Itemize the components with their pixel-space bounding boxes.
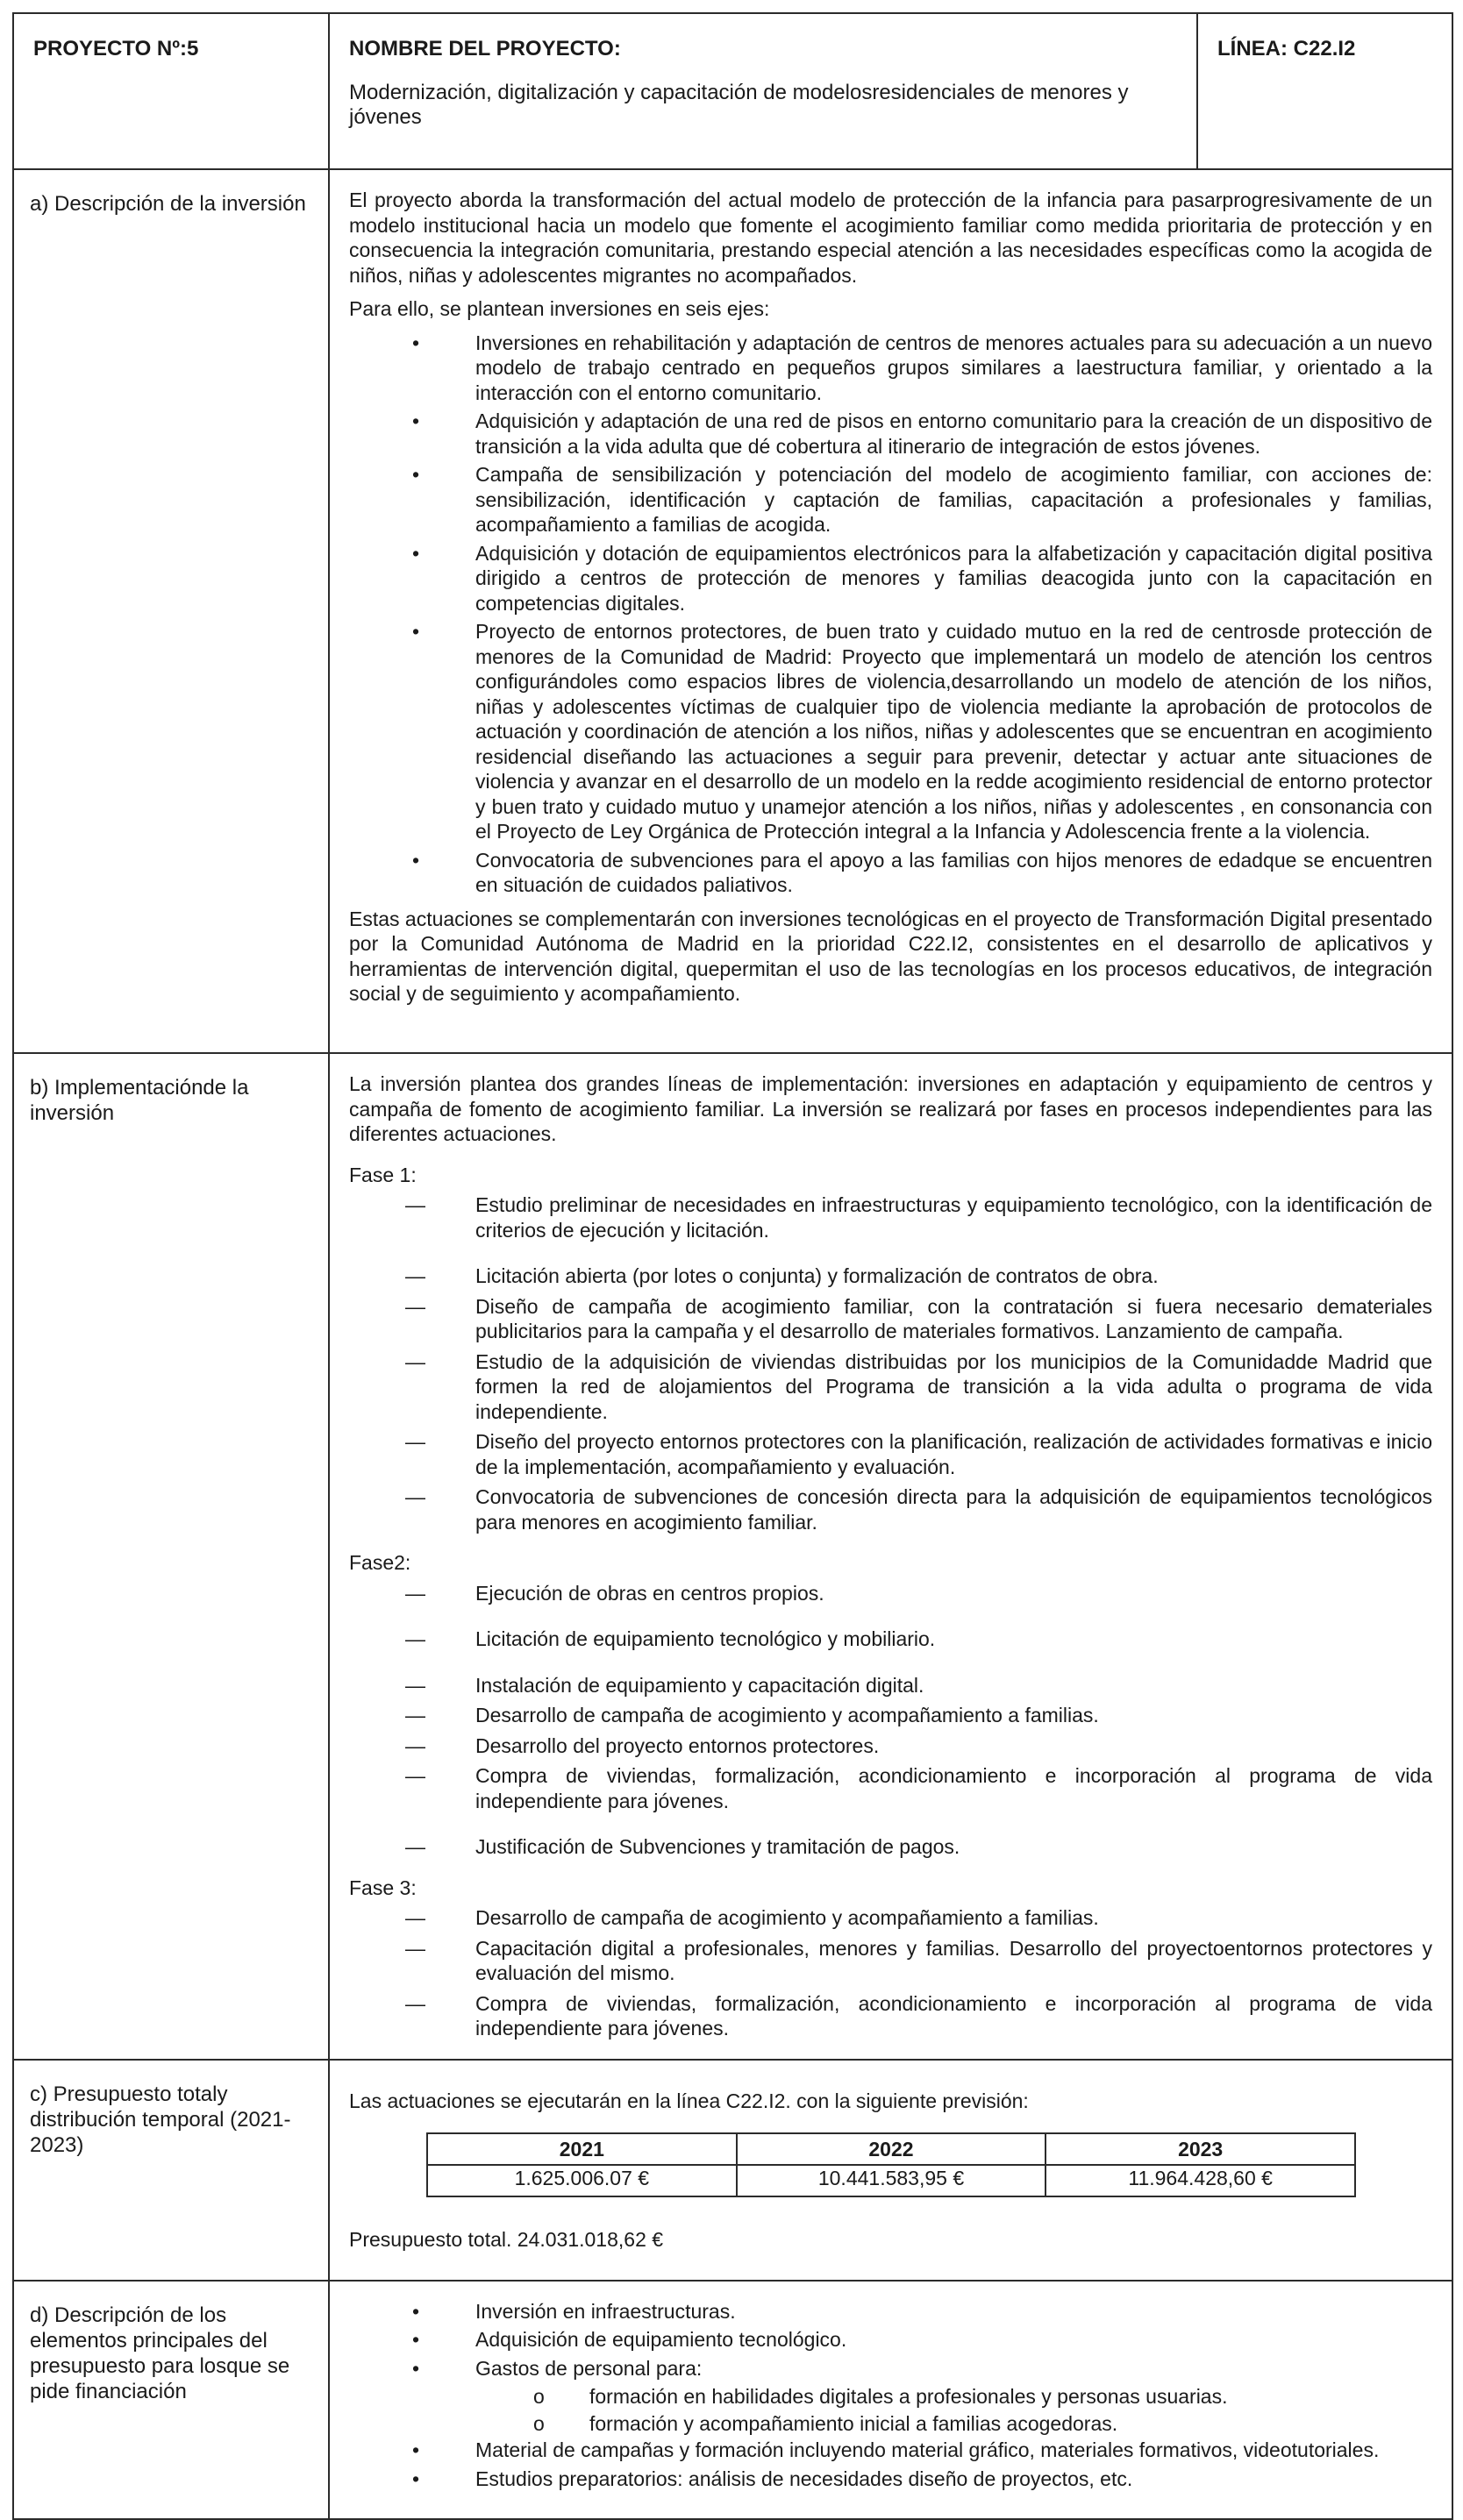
list-item: • Adquisición y adaptación de una red de pisos en entorno comunitario para la creación de un dispositivo de transición a la vida adulta que dé cobertura al itinerario de integración de estos jóvenes. bbox=[412, 409, 1432, 458]
phase-3-title: Fase 3: bbox=[349, 1876, 417, 1899]
dash-icon: — bbox=[405, 1294, 425, 1318]
project-line: LÍNEA: C22.I2 bbox=[1217, 37, 1356, 61]
list-item: — Diseño del proyecto entornos protectores con la planificación, realización de actividades formativas e inicio de la implementación, acompañamiento y evaluación. bbox=[405, 1430, 1432, 1478]
dash-icon: — bbox=[405, 1835, 425, 1858]
list-item: — Capacitación digital a profesionales, menores y familias. Desarrollo del proyectoentornos protectores y evaluación del mismo. bbox=[405, 1936, 1432, 1984]
dash-icon: — bbox=[405, 1764, 425, 1787]
list-item: — Compra de viviendas, formalización, acondicionamiento e incorporación al programa de vida independiente para jóvenes. bbox=[405, 1764, 1432, 1812]
section-a-closing: Estas actuaciones se complementarán con inversiones tecnológicas en el proyecto de Transformación Digital presentado por la Comunidad Autónoma de Madrid en la prioridad C22.I2, consistentes en el desarrollo de aplicativos y herramientas de intervención digital, quepermitan el uso de las tecnologías en los procesos educativos, de integración social y de seguimiento y acompañamiento. bbox=[349, 907, 1433, 1005]
staff-costs-sublist bbox=[349, 2384, 1432, 2436]
dash-icon: — bbox=[405, 1581, 425, 1605]
budget-table bbox=[426, 2132, 1356, 2197]
section-b-content bbox=[329, 1053, 1452, 2060]
dash-icon: — bbox=[405, 1349, 425, 1373]
line-cell bbox=[1197, 13, 1452, 169]
budget-elements-list-cont bbox=[349, 2438, 1432, 2491]
bullet-icon: • bbox=[412, 463, 420, 486]
bullet-icon: • bbox=[412, 2438, 420, 2461]
list-item: • Gastos de personal para: bbox=[412, 2356, 703, 2380]
budget-year: 2023 bbox=[1046, 2133, 1355, 2165]
dash-icon: — bbox=[405, 1906, 425, 1929]
list-item: — Ejecución de obras en centros propios. bbox=[405, 1581, 824, 1605]
circle-bullet-icon: o bbox=[533, 2411, 545, 2435]
list-item: — Convocatoria de subvenciones de concesión directa para la adquisición de equipamientos tecnológicos para menores en acogimiento familiar. bbox=[405, 1485, 1432, 1534]
budget-amount-row bbox=[427, 2165, 1355, 2196]
list-item: • Convocatoria de subvenciones para el apoyo a las familias con hijos menores de edadque se encuentren en situación de cuidados paliativos. bbox=[412, 848, 1432, 896]
project-table bbox=[12, 12, 1453, 2520]
dash-icon: — bbox=[405, 1733, 425, 1757]
bullet-icon: • bbox=[412, 620, 420, 643]
section-c-label: c) Presupuesto totaly distribución temporal (2021- 2023) bbox=[30, 2082, 291, 2157]
budget-total: Presupuesto total. 24.031.018,62 € bbox=[349, 2228, 664, 2251]
project-name-value: Modernización, digitalización y capacitación de modelosresidenciales de menores y jóvenes bbox=[349, 81, 1129, 129]
list-item: o formación en habilidades digitales a profesionales y personas usuarias. bbox=[533, 2385, 1228, 2408]
bullet-icon: • bbox=[412, 2328, 420, 2351]
section-a-row bbox=[13, 169, 1452, 1053]
project-name-label: NOMBRE DEL PROYECTO: bbox=[349, 37, 621, 61]
section-c-content bbox=[329, 2060, 1452, 2281]
list-item: — Compra de viviendas, formalización, acondicionamiento e incorporación al programa de vida independiente para jóvenes. bbox=[405, 1991, 1432, 2039]
dash-icon: — bbox=[405, 1627, 425, 1650]
list-item: • Adquisición y dotación de equipamientos electrónicos para la alfabetización y capacitación digital positiva dirigido a centros de protección de menores y familias deacogida junto con la capacitación en competencias digitales. bbox=[412, 541, 1432, 615]
project-sheet bbox=[12, 12, 1452, 2520]
section-a-intro: El proyecto aborda la transformación del actual modelo de protección de la infancia para pasarprogresivamente de un modelo institucional hacia un modelo que fomente el acogimiento familiar como medida prioritaria de protección y en consecuencia la integración comunitaria, prestando especial atención a las necesidades específicas como la acogida de niños, niñas y adolescentes migrantes no acompañados. bbox=[349, 189, 1432, 287]
list-item: — Licitación de equipamiento tecnológico y mobiliario. bbox=[405, 1627, 936, 1650]
project-number: PROYECTO Nº:5 bbox=[33, 37, 199, 61]
budget-year: 2022 bbox=[737, 2133, 1046, 2165]
list-item: — Desarrollo de campaña de acogimiento y acompañamiento a familias. bbox=[405, 1906, 1099, 1929]
list-item: o formación y acompañamiento inicial a familias acogedoras. bbox=[533, 2411, 1118, 2435]
dash-icon: — bbox=[405, 1936, 425, 1960]
list-item: • Proyecto de entornos protectores, de buen trato y cuidado mutuo en la red de centrosde protección de menores de la Comunidad de Madrid: Proyecto que implementará un modelo de atención los centros configurándoles como espacios libres de violencia,desarrollando un modelo de atención de los niños, niñas y adolescentes víctimas de cualquier tipo de violencia mediante la aprobación de protocolos de actuación y coordinación de atención a los niños, niñas y adolescentes que se encuentran en acogimiento residencial diseñando las actuaciones a seguir para prevenir, detectar y actuar ante situaciones de violencia y avanzar en el desarrollo de un modelo en la redde acogimiento residencial de entorno protector y buen trato y cuidado mutuo y unamejor atención a los niños, niñas y adolescentes , en consonancia con el Proyecto de Ley Orgánica de Protección integral a la Infancia y Adolescencia frente a la violencia. bbox=[412, 620, 1432, 843]
header-row bbox=[13, 13, 1452, 169]
dash-icon: — bbox=[405, 1991, 425, 2015]
bullet-icon: • bbox=[412, 848, 420, 872]
list-item: • Campaña de sensibilización y potenciación del modelo de acogimiento familiar, con acciones de: sensibilización, identificación y captación de familias, capacitación a profesionales y familias, acompañamiento a familias de acogida. bbox=[412, 463, 1432, 536]
list-item: — Estudio preliminar de necesidades en infraestructuras y equipamiento tecnológico, con la identificación de criterios de ejecución y licitación. bbox=[405, 1193, 1432, 1242]
dash-icon: — bbox=[405, 1673, 425, 1697]
phase-1-title: Fase 1: bbox=[349, 1163, 417, 1186]
list-item: • Inversiones en rehabilitación y adaptación de centros de menores actuales para su adecuación a un nuevo modelo de trabajo centrado en pequeños grupos similares a laestructura familiar, y orientado a la interacción con el entorno comunitario. bbox=[412, 331, 1432, 404]
section-a-label: a) Descripción de la inversión bbox=[30, 192, 306, 216]
budget-header-row bbox=[427, 2133, 1355, 2165]
dash-icon: — bbox=[405, 1704, 425, 1726]
budget-year: 2021 bbox=[427, 2133, 737, 2165]
budget-amount: 1.625.006.07 € bbox=[427, 2165, 737, 2196]
dash-icon: — bbox=[405, 1485, 425, 1508]
list-item: • Material de campañas y formación incluyendo material gráfico, materiales formativos, videotutoriales. bbox=[412, 2438, 1380, 2461]
section-d-row bbox=[13, 2281, 1452, 2519]
project-name-cell bbox=[329, 13, 1197, 169]
bullet-icon: • bbox=[412, 2467, 420, 2490]
phase-2-title: Fase2: bbox=[349, 1551, 411, 1574]
project-number-cell bbox=[13, 13, 329, 169]
dash-icon: — bbox=[405, 1430, 425, 1453]
phase-2-list bbox=[349, 1581, 1432, 1860]
section-b-label: b) Implementacióndе la inversión bbox=[30, 1076, 249, 1125]
bullet-icon: • bbox=[412, 409, 420, 432]
section-a-content bbox=[329, 169, 1452, 1053]
list-item: — Desarrollo de campaña de acogimiento y acompañamiento a familias. bbox=[405, 1704, 1099, 1726]
list-item: • Estudios preparatorios: análisis de necesidades diseño de proyectos, etc. bbox=[412, 2467, 1133, 2490]
section-d-content bbox=[329, 2281, 1452, 2519]
budget-amount: 11.964.428,60 € bbox=[1046, 2165, 1355, 2196]
bullet-icon: • bbox=[412, 541, 420, 565]
section-c-intro: Las actuaciones se ejecutarán en la línea C22.I2. con la siguiente previsión: bbox=[349, 2089, 1029, 2112]
dash-icon: — bbox=[405, 1193, 425, 1216]
section-b-intro: La inversión plantea dos grandes líneas de implementación: inversiones en adaptación y equipamiento de centros y campaña de fomento de acogimiento familiar. La inversión se realizará por fases en procesos independientes para las diferentes actuaciones. bbox=[349, 1072, 1432, 1145]
budget-amount: 10.441.583,95 € bbox=[737, 2165, 1046, 2196]
list-item: • Inversión en infraestructuras. bbox=[412, 2299, 736, 2323]
section-c-row bbox=[13, 2060, 1452, 2281]
phase-1-list bbox=[349, 1192, 1432, 1534]
bullet-icon: • bbox=[412, 2356, 420, 2380]
list-item: — Estudio de la adquisición de viviendas distribuidas por los municipios de la Comunidadde Madrid que formen la red de alojamientos del Programa de transición a la vida adulta o programa de vida independiente. bbox=[405, 1349, 1432, 1423]
section-a-lead: Para ello, se plantean inversiones en seis ejes: bbox=[349, 297, 770, 320]
list-item: — Licitación abierta (por lotes o conjunta) y formalización de contratos de obra. bbox=[405, 1264, 1159, 1287]
budget-elements-list bbox=[349, 2299, 1432, 2381]
bullet-icon: • bbox=[412, 2299, 420, 2323]
list-item: — Desarrollo del proyecto entornos protectores. bbox=[405, 1733, 880, 1757]
phase-3-list bbox=[349, 1905, 1432, 2041]
list-item: • Adquisición de equipamiento tecnológico. bbox=[412, 2328, 847, 2351]
section-d-label: d) Descripción de los elementos principales del presupuesto para losque se pide financiación bbox=[30, 2303, 290, 2403]
section-b-row bbox=[13, 1053, 1452, 2060]
dash-icon: — bbox=[405, 1264, 425, 1287]
list-item: — Diseño de campaña de acogimiento familiar, con la contratación si fuera necesario demateriales publicitarios para la campaña y el desarrollo de materiales formativos. Lanzamiento de campaña. bbox=[405, 1294, 1432, 1342]
circle-bullet-icon: o bbox=[533, 2385, 545, 2408]
bullet-icon: • bbox=[412, 331, 420, 354]
list-item: — Instalación de equipamiento y capacitación digital. bbox=[405, 1673, 924, 1697]
investment-axes-list bbox=[349, 331, 1432, 898]
list-item: — Justificación de Subvenciones y tramitación de pagos. bbox=[405, 1835, 960, 1858]
